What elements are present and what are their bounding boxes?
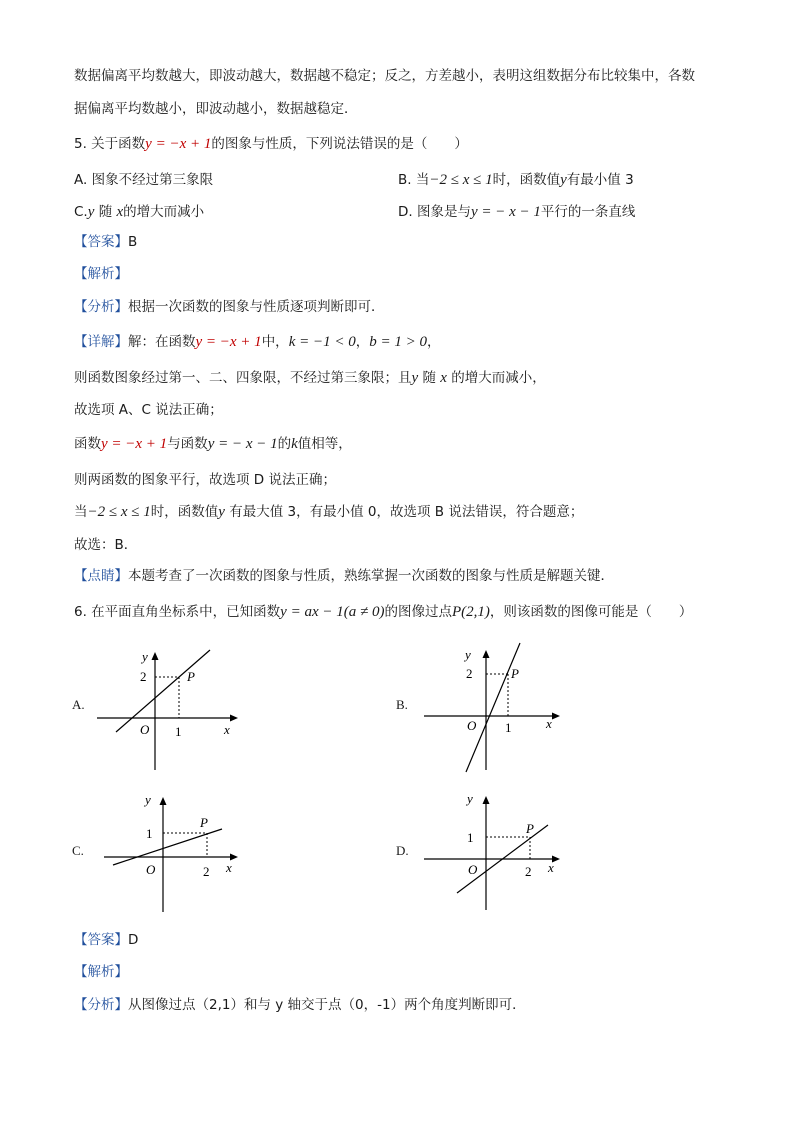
q5-optb-y: y bbox=[560, 172, 567, 188]
graph-a-x-label: x bbox=[224, 722, 230, 737]
fenxi-6-tag: 【分析】 bbox=[74, 997, 128, 1013]
answer-6 bbox=[74, 930, 138, 950]
graph-d-y-arrow bbox=[483, 796, 490, 804]
q5-optd-pre: D. 图象是与 bbox=[398, 204, 471, 220]
q6-function: y = ax − 1(a ≠ 0) bbox=[280, 604, 385, 620]
graph-d-ytick: 1 bbox=[467, 830, 474, 845]
d3-end: 值相等， bbox=[297, 436, 352, 452]
graph-d-origin: O bbox=[468, 862, 478, 877]
q6-mid: 的图像过点 bbox=[384, 604, 452, 620]
graph-b-xtick: 1 bbox=[505, 720, 512, 735]
graph-c-label: C. bbox=[72, 843, 84, 858]
d5-mid: 时，函数值 bbox=[150, 504, 219, 520]
answer-6-value: D bbox=[128, 932, 139, 948]
graph-b-x-label: x bbox=[546, 716, 552, 731]
xiangjie-tag: 【详解】 bbox=[74, 334, 128, 350]
graph-a-xtick: 1 bbox=[175, 724, 182, 739]
xiangjie-b: b = 1 > 0 bbox=[369, 334, 427, 350]
graph-d-p-label: P bbox=[526, 821, 534, 836]
q5-optc-pre: C. bbox=[74, 204, 88, 220]
q5-option-a: A. 图象不经过第三象限 bbox=[74, 172, 214, 188]
graph-d-x-label: x bbox=[548, 860, 554, 875]
analysis-5-heading: 【解析】 bbox=[74, 266, 128, 282]
q5-optb-pre: B. 当 bbox=[398, 172, 430, 188]
paragraph-line-2: 据偏离平均数越小，即波动越小，数据越稳定． bbox=[74, 101, 358, 117]
graph-a-origin: O bbox=[140, 722, 150, 737]
q5-optc-x: x bbox=[116, 204, 124, 220]
graph-c-ytick: 1 bbox=[146, 826, 153, 841]
graph-c-xtick: 2 bbox=[203, 864, 210, 879]
detail-line-2: 故选项 A、C 说法正确； bbox=[74, 402, 223, 418]
graph-b-label: B. bbox=[396, 697, 408, 712]
graph-d-y-label: y bbox=[467, 791, 473, 806]
q5-function: y = −x + 1 bbox=[145, 136, 212, 152]
graph-b-y-label: y bbox=[465, 647, 471, 662]
fenxi-6 bbox=[74, 995, 526, 1015]
d1-pre: 则函数图象经过第一、二、四象限，不经过第三象限；且 bbox=[74, 370, 412, 386]
d1-end: 的增大而减小， bbox=[451, 370, 546, 386]
q5-suffix: 的图象与性质，下列说法错误的是（ ） bbox=[211, 136, 468, 152]
d1-mid: 随 bbox=[422, 370, 436, 386]
d3-de: 的 bbox=[277, 436, 292, 452]
d5-end: 有最大值 3，有最小值 0，故选项 B 说法错误，符合题意； bbox=[229, 504, 584, 520]
graph-c-y-label: y bbox=[145, 792, 151, 807]
d3-k: k bbox=[291, 436, 298, 452]
d1-x: x bbox=[440, 370, 447, 386]
graph-c-p-label: P bbox=[200, 815, 208, 830]
dianjing-text: 本题考查了一次函数的图象与性质，熟练掌握一次函数的图象与性质是解题关键． bbox=[128, 568, 614, 584]
q5-optb-math: −2 ≤ x ≤ 1 bbox=[429, 172, 493, 188]
xiangjie-pre: 解：在函数 bbox=[128, 334, 196, 350]
q6-prefix: 6. 在平面直角坐标系中，已知函数 bbox=[74, 604, 281, 620]
analysis-6-heading: 【解析】 bbox=[74, 964, 128, 980]
d5-pre: 当 bbox=[74, 504, 88, 520]
graph-d-label: D. bbox=[396, 843, 409, 858]
xiangjie-sep: ， bbox=[355, 334, 370, 350]
graph-b-origin: O bbox=[467, 718, 477, 733]
q5-optc-mid: 随 bbox=[98, 204, 113, 220]
fenxi-text: 根据一次函数的图象与性质逐项判断即可． bbox=[128, 299, 385, 315]
fenxi-6-text: 从图像过点（2,1）和与 y 轴交于点（0，-1）两个角度判断即可． bbox=[128, 997, 526, 1013]
answer-6-tag: 【答案】 bbox=[74, 932, 128, 948]
q5-optd-end: 平行的一条直线 bbox=[540, 204, 636, 220]
graph-a-ytick: 2 bbox=[140, 669, 147, 684]
d5-y: y bbox=[218, 504, 225, 520]
q5-optc-y: y bbox=[87, 204, 95, 220]
xiangjie-k: k = −1 < 0 bbox=[288, 334, 356, 350]
answer-value: B bbox=[128, 234, 138, 250]
d5-m: −2 ≤ x ≤ 1 bbox=[87, 504, 151, 520]
q5-optb-end: 有最小值 3 bbox=[566, 172, 634, 188]
graph-a-label: A. bbox=[72, 697, 85, 712]
graph-d-xtick: 2 bbox=[525, 864, 532, 879]
dianjing-tag: 【点睛】 bbox=[74, 568, 128, 584]
paragraph-line-1: 数据偏离平均数越大，即波动越大，数据越不稳定；反之，方差越小，表明这组数据分布比较集中，各数 bbox=[74, 68, 695, 84]
graph-c-x-label: x bbox=[226, 860, 232, 875]
q6-point: P(2,1) bbox=[451, 604, 490, 620]
xiangjie-end: ， bbox=[426, 334, 441, 350]
q5-prefix: 5. 关于函数 bbox=[74, 136, 146, 152]
d3-mid: 与函数 bbox=[167, 436, 208, 452]
q5-optb-post: 时，函数值 bbox=[492, 172, 561, 188]
graph-b-p-label: P bbox=[511, 666, 519, 681]
graph-a-y-label: y bbox=[142, 649, 148, 664]
detail-line-6: 故选：B． bbox=[74, 537, 138, 553]
answer-tag: 【答案】 bbox=[74, 234, 128, 250]
q5-optd-math: y = − x − 1 bbox=[470, 204, 541, 220]
q6-end: ，则该函数的图像可能是（ ） bbox=[489, 604, 693, 620]
graph-c-origin: O bbox=[146, 862, 156, 877]
q5-optc-end: 的增大而减小 bbox=[123, 204, 205, 220]
d1-y: y bbox=[411, 370, 419, 386]
graph-a-p-label: P bbox=[187, 669, 195, 684]
xiangjie-func: y = −x + 1 bbox=[195, 334, 262, 350]
detail-line-4: 则两函数的图象平行，故选项 D 说法正确； bbox=[74, 472, 336, 488]
xiangjie-mid: 中， bbox=[261, 334, 289, 350]
graph-b-ytick: 2 bbox=[466, 666, 473, 681]
fenxi-tag: 【分析】 bbox=[74, 299, 128, 315]
d3-f2: y = − x − 1 bbox=[207, 436, 278, 452]
d3-pre: 函数 bbox=[74, 436, 101, 452]
d3-f1: y = −x + 1 bbox=[101, 436, 168, 452]
